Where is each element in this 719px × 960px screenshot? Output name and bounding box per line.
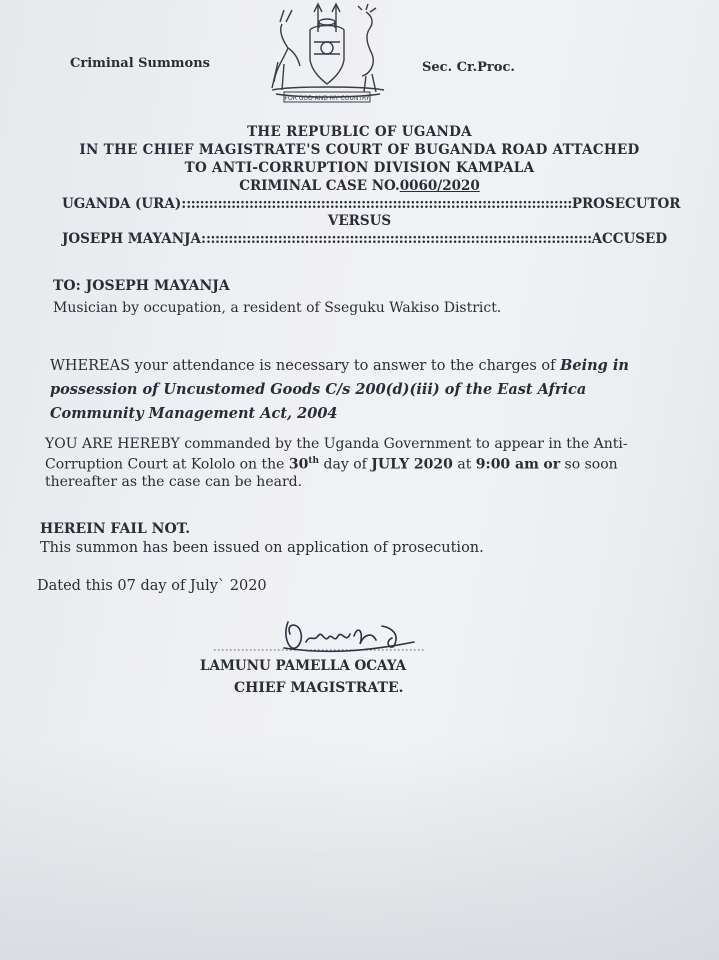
command-text: YOU ARE HEREBY commanded by the Uganda Government to appear in the Anti-Corruption Court at Kololo on the: [45, 436, 628, 473]
versus-label: VERSUS: [327, 213, 392, 229]
prosecutor-role: PROSECUTOR: [571, 196, 681, 212]
herein-fail-not: HEREIN FAIL NOT.: [40, 521, 191, 537]
whereas-intro: WHEREAS your attendance is necessary to answer to the charges of: [50, 358, 561, 374]
at-text: at: [452, 456, 476, 473]
magistrate-name: LAMUNU PAMELLA OCAYA: [200, 658, 407, 674]
case-number-line: [0, 178, 719, 194]
charges-paragraph: [50, 354, 645, 426]
republic-heading: THE REPUBLIC OF UGANDA: [247, 124, 472, 140]
recipient-line: TO: JOSEPH MAYANJA: [53, 278, 230, 294]
command-paragraph: [45, 436, 655, 491]
case-number: 0060/2020: [399, 178, 480, 194]
prosecutor-leader-dots: ::::::::::::::::::::::::::::::::::::::::::::::::::::::::::::::::::::::::::::::::::::::: [186, 196, 572, 212]
magistrate-title: CHIEF MAGISTRATE.: [234, 680, 404, 696]
day-of-text: day of: [319, 456, 372, 473]
or-word: or: [543, 456, 561, 473]
issued-statement: This summon has been issued on application of prosecution.: [40, 540, 484, 556]
court-heading-line2: TO ANTI-CORRUPTION DIVISION KAMPALA: [184, 160, 535, 176]
coat-of-arms-motto: FOR GOD AND MY COUNTRY: [284, 95, 370, 102]
charge-text: Being in possession of Uncustomed Goods C/s 200(d)(iii) of the East Africa Community Management Act, 2004: [50, 357, 629, 422]
prosecutor-line: [62, 196, 681, 212]
dated-line: Dated this 07 day of July` 2020: [37, 578, 267, 594]
appearance-time: 9:00 am: [475, 456, 539, 473]
uganda-coat-of-arms-icon: [262, 2, 392, 106]
case-prefix: CRIMINAL CASE NO.: [239, 178, 400, 194]
document-type-label: Criminal Summons: [70, 56, 210, 71]
accused-leader-dots: ::::::::::::::::::::::::::::::::::::::::::::::::::::::::::::::::::::::::::::::::::::::: [205, 231, 592, 247]
appearance-day-suffix: th: [308, 456, 320, 466]
accused-line: [62, 231, 668, 247]
appearance-day: 30: [288, 456, 309, 473]
accused-name: JOSEPH MAYANJA:: [62, 231, 206, 247]
prosecutor-name: UGANDA (URA):: [62, 196, 187, 212]
appearance-month-year: JULY 2020: [371, 456, 453, 473]
court-heading-line1: IN THE CHIEF MAGISTRATE'S COURT OF BUGANDA ROAD ATTACHED: [79, 142, 640, 158]
recipient-occupation: Musician by occupation, a resident of Sseguku Wakiso District.: [53, 300, 502, 316]
accused-role: ACCUSED: [591, 231, 668, 247]
section-reference-label: Sec. Cr.Proc.: [422, 60, 515, 75]
closing-text: so soon thereafter as the case can be heard.: [45, 456, 618, 490]
handwritten-signature-icon: [214, 612, 426, 658]
